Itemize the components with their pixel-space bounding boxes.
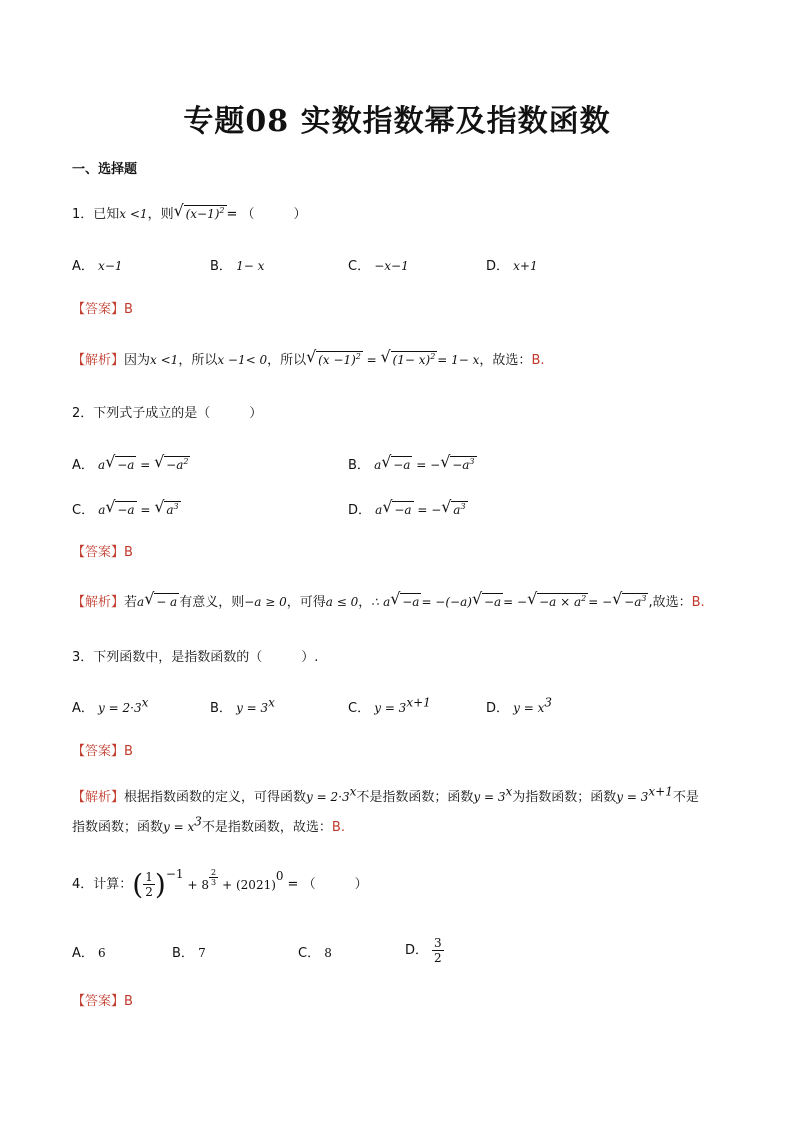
answer-3: 【答案】B bbox=[72, 744, 133, 759]
analysis-1: 【解析】因为x <1，所以x −1< 0，所以√ $(x -1)^2$ = √ $(1- x)^2 = 1- x$，故选：B. bbox=[72, 350, 545, 371]
option-d: D． x+1 bbox=[486, 259, 538, 274]
option-d: D． $y = x^3$ bbox=[486, 695, 553, 716]
section-heading: 一、选择题 bbox=[72, 162, 138, 177]
option-c: C． a√ −a = √ $a^3$ bbox=[72, 500, 181, 521]
stem-text: = （ ） bbox=[226, 207, 307, 222]
answer-1: 【答案】B bbox=[72, 302, 133, 317]
answer-4: 【答案】B bbox=[72, 994, 133, 1009]
exponent-fraction: $\frac{2}{3}$ bbox=[211, 868, 217, 887]
option-d: D． $\frac{3}{2}$ bbox=[405, 936, 442, 965]
option-b: B． 7 bbox=[172, 946, 206, 961]
option-c: C． 8 bbox=[298, 946, 332, 961]
analysis-2: 【解析】若a√ − a 有意义，则−a ≥ 0，可得a ≤ 0，∴ a√ −a = −(−a)√ −a = −√ $-a \times a^2$ = −√ $-a^3$ ,故选：B. bbox=[72, 592, 705, 613]
condition: x <1 bbox=[119, 207, 148, 221]
option-b: B． a√ −a = −√ $-a^3$ bbox=[348, 455, 477, 476]
sqrt-expression: √ $(x-1)^2$ bbox=[175, 204, 227, 224]
question-1-stem bbox=[72, 204, 307, 225]
analysis-3-line-2: 指数函数；函数$y = x^3$不是指数函数，故选：B. bbox=[72, 814, 345, 835]
option-d: D． a√ −a = −√ $a^3$ bbox=[348, 500, 468, 521]
question-2-stem: 2．下列式子成立的是（ ） bbox=[72, 406, 263, 421]
question-number: 1． bbox=[72, 207, 94, 222]
option-a: A． x−1 bbox=[72, 259, 123, 274]
stem-text: 已知 bbox=[93, 207, 120, 222]
option-a: A． 6 bbox=[72, 946, 106, 961]
stem-text: ，则 bbox=[147, 207, 174, 222]
question-4-stem: 4． 计算： ( $\frac{1}{2}$ ) −1 + 8 $\frac{2}{3}$ + (2021) 0 = （ ） bbox=[72, 867, 368, 901]
option-a: A． $y = 2\cdot 3^x$ bbox=[72, 695, 149, 716]
page-title: 专题08 实数指数幂及指数函数 bbox=[183, 104, 611, 139]
option-c: C． −x−1 bbox=[348, 259, 409, 274]
option-a: A． a√ −a = √ $-a^2$ bbox=[72, 455, 190, 476]
option-c: C． $y = 3^{x+1}$ bbox=[348, 695, 431, 716]
fraction: $\frac{1}{2}$ bbox=[145, 870, 153, 899]
option-b: B． $y = 3^x$ bbox=[210, 695, 275, 716]
option-b: B． 1− x bbox=[210, 259, 265, 274]
answer-2: 【答案】B bbox=[72, 545, 133, 560]
analysis-3-line-1: 【解析】根据指数函数的定义，可得函数$y = 2\cdot 3^x$不是指数函数；函数$y = 3^x$为指数函数；函数$y = 3^{x+1}$不是 bbox=[72, 784, 699, 805]
question-3-stem: 3．下列函数中，是指数函数的（ ）. bbox=[72, 650, 319, 665]
